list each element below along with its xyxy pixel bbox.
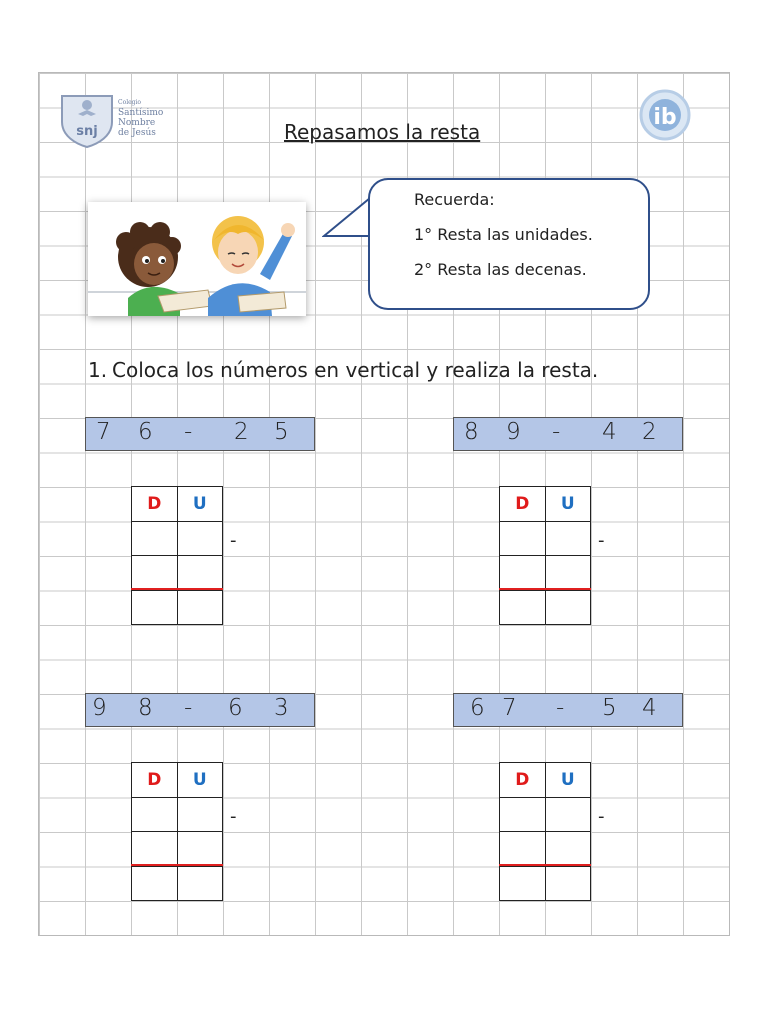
answer-cell[interactable] <box>545 866 591 901</box>
school-name-text: Colegio Santísimo Nombre de Jesús <box>118 99 164 138</box>
speech-bubble-tail <box>322 192 374 248</box>
digit-tens-1: 6 <box>470 695 485 721</box>
answer-cell[interactable] <box>500 521 546 556</box>
digit-units-1: 7 <box>502 695 517 721</box>
minus-operator: - <box>552 419 561 445</box>
column-header-d: D <box>500 487 546 522</box>
answer-cell[interactable] <box>177 521 223 556</box>
du-table-3 <box>131 762 223 901</box>
column-header-d: D <box>132 487 178 522</box>
instruction-text <box>88 358 598 382</box>
du-table-2 <box>499 486 591 625</box>
svg-text:snj: snj <box>76 124 98 139</box>
reminder-speech-bubble <box>368 178 650 310</box>
answer-cell[interactable] <box>545 832 591 867</box>
table-minus-sign: - <box>598 530 605 551</box>
minus-operator: - <box>184 695 193 721</box>
answer-cell[interactable] <box>132 797 178 832</box>
minus-operator: - <box>184 419 193 445</box>
digit-units-1: 8 <box>138 695 153 721</box>
column-header-u: U <box>545 487 591 522</box>
operation-bar-4 <box>453 693 683 727</box>
digit-tens-2: 5 <box>602 695 617 721</box>
answer-cell[interactable] <box>545 797 591 832</box>
digit-units-2: 2 <box>642 419 657 445</box>
result-line <box>499 864 591 866</box>
column-header-d: D <box>500 763 546 798</box>
answer-cell[interactable] <box>545 521 591 556</box>
answer-cell[interactable] <box>500 556 546 591</box>
digit-tens-2: 2 <box>234 419 249 445</box>
digit-units-2: 5 <box>274 419 289 445</box>
answer-cell[interactable] <box>500 590 546 625</box>
operation-bar-2 <box>453 417 683 451</box>
ib-logo <box>636 86 694 144</box>
svg-text:ib: ib <box>653 105 677 130</box>
reminder-step-1: 1° Resta las unidades. <box>414 225 593 244</box>
table-minus-sign: - <box>598 806 605 827</box>
column-header-u: U <box>177 763 223 798</box>
digit-units-1: 6 <box>138 419 153 445</box>
result-line <box>131 864 223 866</box>
answer-cell[interactable] <box>132 521 178 556</box>
digit-units-1: 9 <box>506 419 521 445</box>
digit-tens-2: 6 <box>228 695 243 721</box>
reminder-heading: Recuerda: <box>414 190 495 209</box>
answer-cell[interactable] <box>177 866 223 901</box>
digit-tens-1: 9 <box>92 695 107 721</box>
answer-cell[interactable] <box>132 556 178 591</box>
result-line <box>499 588 591 590</box>
minus-operator: - <box>556 695 565 721</box>
answer-cell[interactable] <box>132 832 178 867</box>
column-header-u: U <box>545 763 591 798</box>
answer-cell[interactable] <box>132 590 178 625</box>
answer-cell[interactable] <box>132 866 178 901</box>
school-shield-logo <box>58 92 116 148</box>
reminder-step-2: 2° Resta las decenas. <box>414 260 587 279</box>
digit-units-2: 4 <box>642 695 657 721</box>
page-title: Repasamos la resta <box>284 120 481 144</box>
du-table-1 <box>131 486 223 625</box>
operation-bar-1 <box>85 417 315 451</box>
answer-cell[interactable] <box>177 556 223 591</box>
answer-cell[interactable] <box>177 590 223 625</box>
digit-tens-1: 7 <box>96 419 111 445</box>
answer-cell[interactable] <box>500 832 546 867</box>
answer-cell[interactable] <box>177 797 223 832</box>
answer-cell[interactable] <box>177 832 223 867</box>
digit-tens-2: 4 <box>602 419 617 445</box>
answer-cell[interactable] <box>545 556 591 591</box>
column-header-d: D <box>132 763 178 798</box>
digit-tens-1: 8 <box>464 419 479 445</box>
column-header-u: U <box>177 487 223 522</box>
answer-cell[interactable] <box>500 866 546 901</box>
digit-units-2: 3 <box>274 695 289 721</box>
instruction-number: 1. <box>88 358 108 382</box>
result-line <box>131 588 223 590</box>
operation-bar-3 <box>85 693 315 727</box>
du-table-4 <box>499 762 591 901</box>
instruction-body: Coloca los números en vertical y realiza la resta. <box>112 358 599 382</box>
answer-cell[interactable] <box>545 590 591 625</box>
answer-cell[interactable] <box>500 797 546 832</box>
table-minus-sign: - <box>230 530 237 551</box>
children-studying-illustration <box>88 202 306 316</box>
table-minus-sign: - <box>230 806 237 827</box>
